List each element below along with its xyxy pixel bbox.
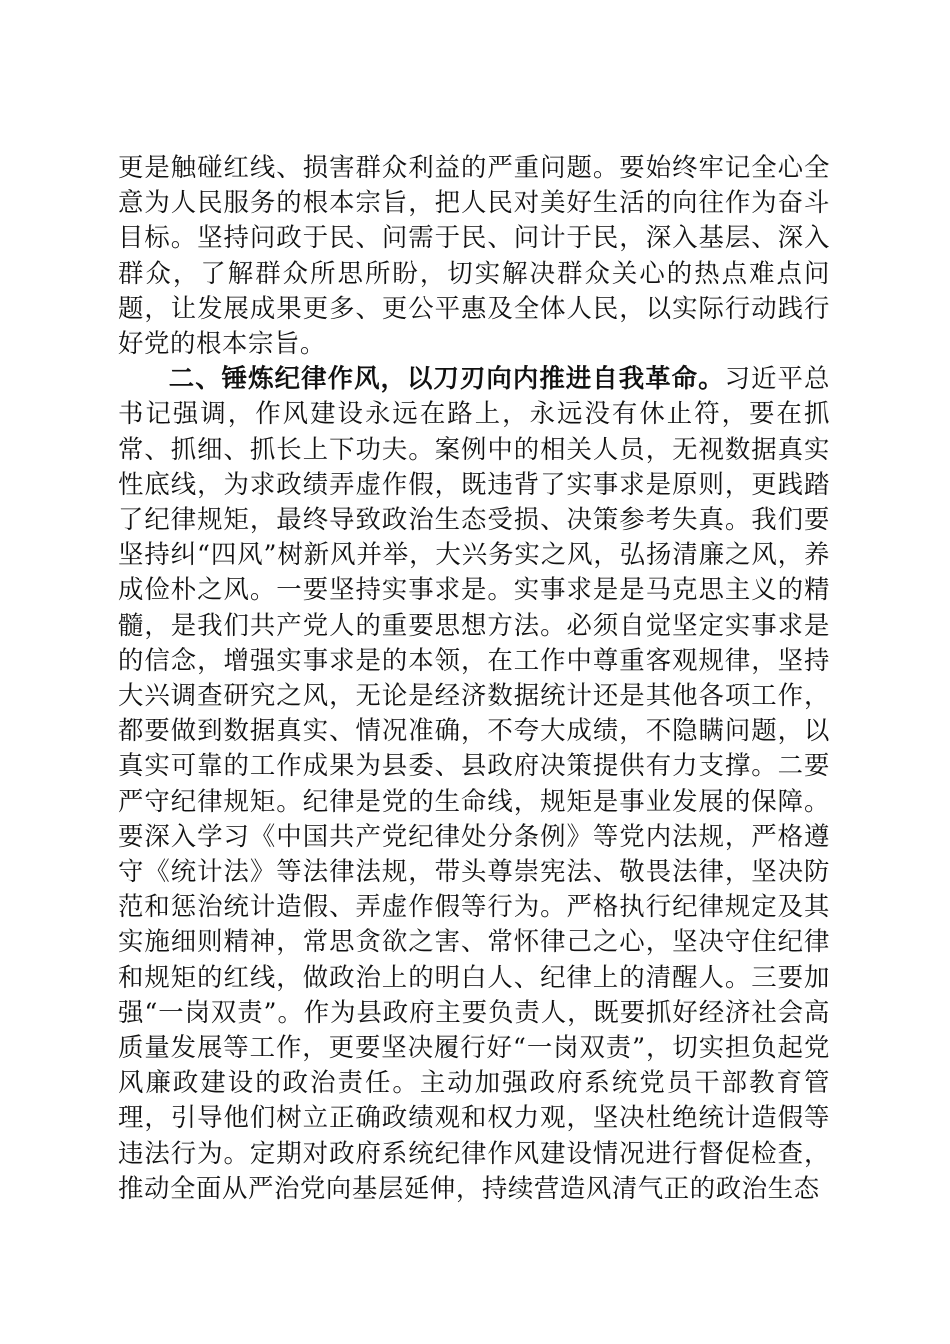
paragraph-continued — [118, 150, 830, 361]
section-heading: 二、锤炼纪律作风，以刀刃向内推进自我革命。 — [168, 363, 725, 394]
paragraph-text: 更是触碰红线、损害群众利益的严重问题。要始终牢记全心全意为人民服务的根本宗旨，把人民对美好生活的向往作为奋斗目标。坚持问政于民、问需于民、问计于民，深入基层、深入群众，了解群众所思所盼，切实解决群众关心的热点难点问题，让发展成果更多、更公平惠及全体人民，以实际行动践行好党的根本宗旨。 — [118, 152, 830, 359]
document-body — [118, 150, 830, 1206]
paragraph-section-two — [118, 361, 830, 1206]
paragraph-text: 习近平总书记强调，作风建设永远在路上，永远没有休止符，要在抓常、抓细、抓长上下功夫。案例中的相关人员，无视数据真实性底线，为求政绩弄虚作假，既违背了实事求是原则，更践踏了纪律规矩，最终导致政治生态受损、决策参考失真。我们要坚持纠“四风”树新风并举，大兴务实之风，弘扬清廉之风，养成俭朴之风。一要坚持实事求是。实事求是是马克思主义的精髓，是我们共产党人的重要思想方法。必须自觉坚定实事求是的信念，增强实事求是的本领，在工作中尊重客观规律，坚持大兴调查研究之风，无论是经济数据统计还是其他各项工作，都要做到数据真实、情况准确，不夸大成绩，不隐瞒问题，以真实可靠的工作成果为县委、县政府决策提供有力支撑。二要严守纪律规矩。纪律是党的生命线，规矩是事业发展的保障。要深入学习《中国共产党纪律处分条例》等党内法规，严格遵守《统计法》等法律法规，带头尊崇宪法、敬畏法律，坚决防范和惩治统计造假、弄虚作假等行为。严格执行纪律规定及其实施细则精神，常思贪欲之害、常怀律己之心，坚决守住纪律和规矩的红线，做政治上的明白人、纪律上的清醒人。三要加强“一岗双责”。作为县政府主要负责人，既要抓好经济社会高质量发展等工作，更要坚决履行好“一岗双责”，切实担负起党风廉政建设的政治责任。主动加强政府系统党员干部教育管理，引导他们树立正确政绩观和权力观，坚决杜绝统计造假等违法行为。定期对政府系统纪律作风建设情况进行督促检查，推动全面从严治党向基层延伸，持续营造风清气正的政治生态 — [118, 363, 830, 1203]
